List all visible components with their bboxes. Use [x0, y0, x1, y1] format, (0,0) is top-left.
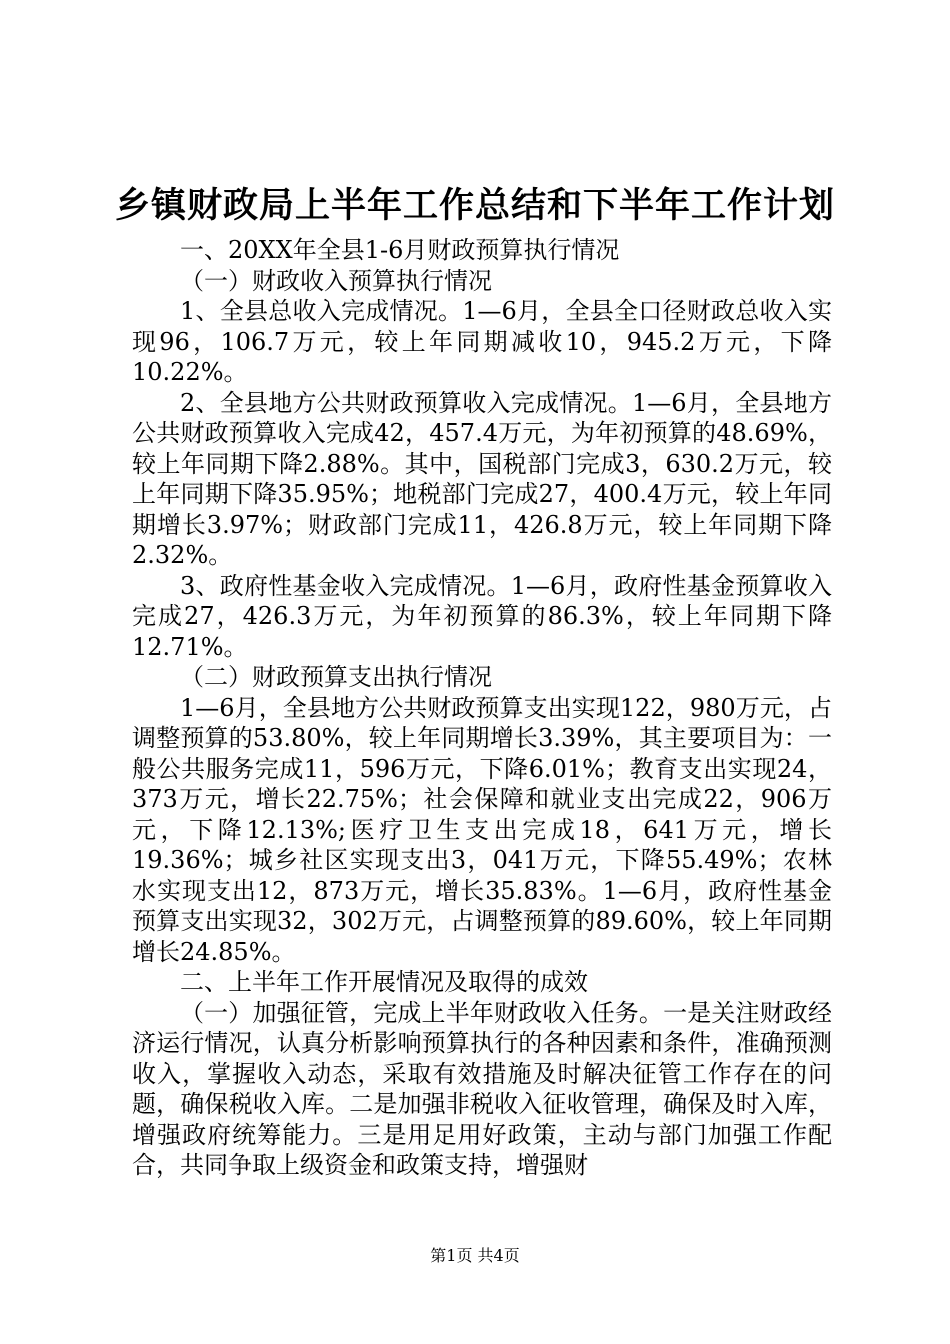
paragraph: （一）加强征管，完成上半年财政收入任务。一是关注财政经济运行情况，认真分析影响预算执行的各种因素和条件，准确预测收入，掌握收入动态，采取有效措施及时解决征管工作存在的问题，确保税收入库。二是加强非税收入征收管理，确保及时入库，增强政府统筹能力。三是用足用好政策，主动与部门加强工作配合，共同争取上级资金和政策支持，增强财 — [132, 998, 832, 1179]
paragraph: 1—6月，全县地方公共财政预算支出实现122，980万元，占调整预算的53.80%，较上年同期增长3.39%，其主要项目为：一般公共服务完成11，596万元，下降6.01%；教育支出实现24，373万元，增长22.75%；社会保障和就业支出完成22，906万元，下降12.13%;医疗卫生支出完成18，641万元，增长19.36%；城乡社区实现支出3，041万元，下降55.49%；农林水实现支出12，873万元，增长35.83%。1—6月，政府性基金预算支出实现32，302万元，占调整预算的89.60%，较上年同期增长24.85%。 — [132, 693, 832, 966]
paragraph: 二、上半年工作开展情况及取得的成效 — [180, 968, 588, 996]
document-body — [132, 235, 832, 1181]
paragraph: 2、全县地方公共财政预算收入完成情况。1—6月，全县地方公共财政预算收入完成42，457.4万元，为年初预算的48.69%，较上年同期下降2.88%。其中，国税部门完成3，630.2万元，较上年同期下降35.95%；地税部门完成27，400.4万元，较上年同期增长3.97%；财政部门完成11，426.8万元，较上年同期下降2.32%。 — [132, 388, 832, 569]
page-footer: 第1页 共4页 — [430, 1246, 520, 1265]
document-title: 乡镇财政局上半年工作总结和下半年工作计划 — [114, 186, 835, 226]
paragraph: 一、20XX年全县1-6月财政预算执行情况 — [180, 236, 620, 264]
paragraph: （一）财政收入预算执行情况 — [180, 266, 492, 295]
paragraph: 3、政府性基金收入完成情况。1—6月，政府性基金预算收入完成27，426.3万元，为年初预算的86.3%，较上年同期下降12.71%。 — [132, 571, 832, 661]
paragraph: 1、全县总收入完成情况。1—6月，全县全口径财政总收入实现96，106.7万元，较上年同期减收10，945.2万元，下降10.22%。 — [132, 297, 832, 386]
paragraph: （二）财政预算支出执行情况 — [180, 663, 492, 691]
